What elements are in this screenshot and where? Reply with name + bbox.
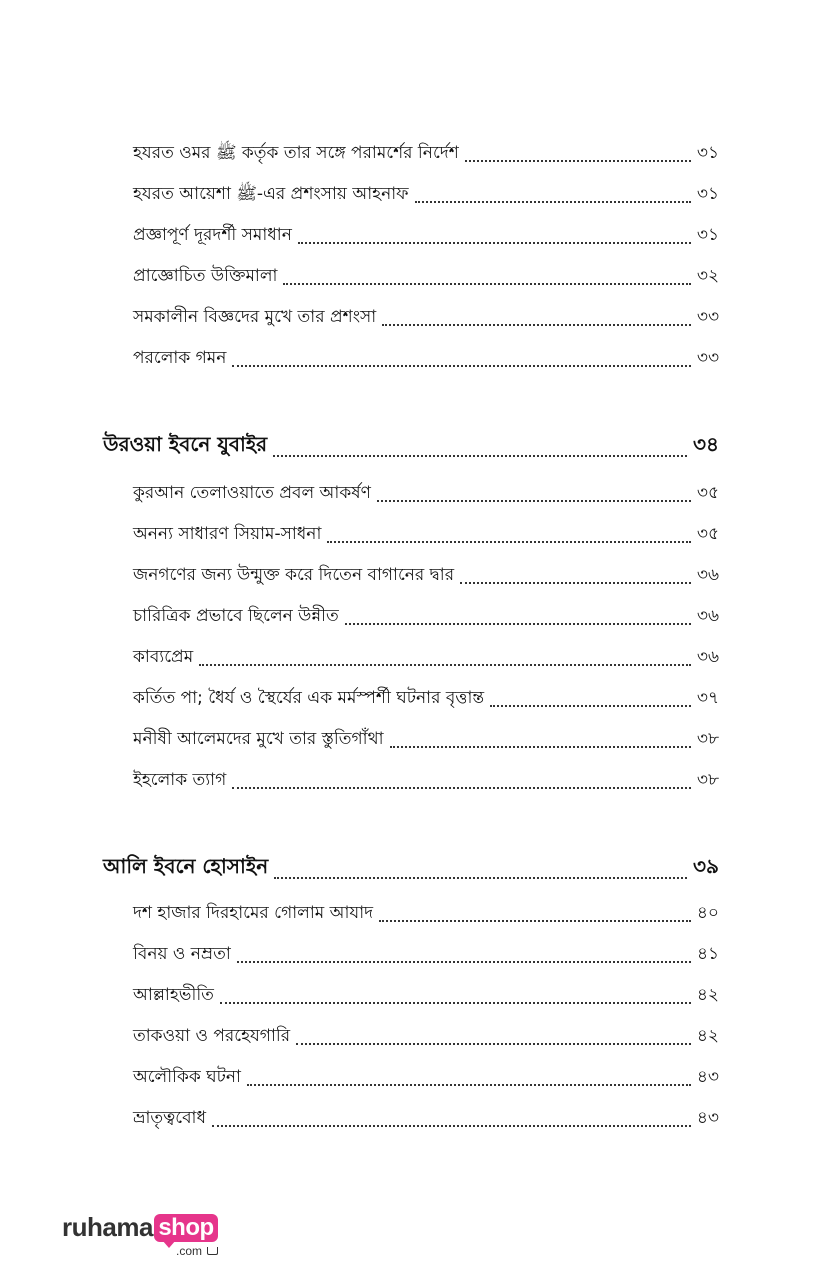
toc-entry-title: ভ্রাতৃত্ববোধ	[133, 1108, 207, 1128]
dot-leader	[465, 160, 691, 162]
toc-entry[interactable]	[133, 222, 719, 250]
dot-leader	[377, 500, 691, 502]
dot-leader	[460, 582, 691, 584]
toc-entry-title: প্রাজ্ঞোচিত উক্তিমালা	[133, 266, 278, 286]
toc-entry-page: ৩২	[696, 266, 719, 286]
toc-entry-page: ৪২	[696, 1026, 719, 1046]
dot-leader	[298, 242, 691, 244]
logo-domain-suffix: .com	[176, 1244, 203, 1258]
toc-entry[interactable]	[133, 900, 719, 928]
toc-entry-title: হযরত আয়েশা ﷺ-এর প্রশংসায় আহনাফ	[133, 184, 409, 204]
toc-entry[interactable]	[133, 726, 719, 754]
toc-entry[interactable]	[133, 1105, 719, 1133]
dot-leader	[220, 1002, 691, 1004]
toc-entry-page: ৩৬	[696, 647, 719, 667]
toc-entry[interactable]	[133, 603, 719, 631]
toc-entry-page: ৩১	[696, 143, 719, 163]
dot-leader	[345, 623, 691, 625]
toc-entry-title: কুরআন তেলাওয়াতে প্রবল আকর্ষণ	[133, 483, 371, 503]
toc-entry[interactable]	[133, 941, 719, 969]
toc-entry-page: ৩৩	[696, 348, 719, 368]
toc-chapter[interactable]	[103, 432, 719, 463]
toc-entry-page: ৪৩	[696, 1067, 719, 1087]
toc-entry-title: জনগণের জন্য উন্মুক্ত করে দিতেন বাগানের দ্বার	[133, 565, 455, 585]
toc-entry[interactable]	[133, 1064, 719, 1092]
toc-entry-page: ৩৫	[696, 483, 719, 503]
toc-entry-title: তাকওয়া ও পরহেযগারি	[133, 1026, 291, 1046]
dot-leader	[327, 541, 691, 543]
toc-entry-page: ৩৮	[696, 729, 719, 749]
toc-entry[interactable]	[133, 521, 719, 549]
toc-entry-title: সমকালীন বিজ্ঞদের মুখে তার প্রশংসা	[133, 307, 377, 327]
toc-chapter-title: উরওয়া ইবনে যুবাইর	[103, 432, 268, 456]
toc-entry-page: ৩৫	[696, 524, 719, 544]
toc-entry-title: চারিত্রিক প্রভাবে ছিলেন উন্নীত	[133, 606, 339, 626]
dot-leader	[283, 283, 690, 285]
toc-entry-title: কাব্যপ্রেম	[133, 647, 194, 667]
toc-entry-title: প্রজ্ঞাপূর্ণ দূরদর্শী সমাধান	[133, 225, 292, 245]
toc-entry-title: আল্লাহভীতি	[133, 985, 214, 1005]
logo-wordmark: ruhama	[62, 1212, 153, 1242]
cart-icon	[207, 1247, 218, 1255]
toc-entry-page: ৩৬	[696, 565, 719, 585]
dot-leader	[212, 1125, 691, 1127]
toc-entry[interactable]	[133, 140, 719, 168]
toc-entry[interactable]	[133, 767, 719, 795]
toc-entry-page: ৩৩	[696, 307, 719, 327]
toc-entry-title: বিনয় ও নম্রতা	[133, 944, 231, 964]
dot-leader	[199, 664, 691, 666]
toc-entry-title: অলৌকিক ঘটনা	[133, 1067, 241, 1087]
toc-entry-page: ৪২	[696, 985, 719, 1005]
toc-entry-page: ৩৬	[696, 606, 719, 626]
speech-bubble-tail	[162, 1240, 176, 1248]
toc-entry[interactable]	[133, 480, 719, 508]
toc-entry-title: ইহলোক ত্যাগ	[133, 770, 227, 790]
toc-entry-title: কর্তিত পা; ধৈর্য ও স্থৈর্যের এক মর্মস্পর্শী ঘটনার বৃত্তান্ত	[133, 688, 485, 708]
toc-entry[interactable]	[133, 263, 719, 291]
toc-entry-title: অনন্য সাধারণ সিয়াম-সাধনা	[133, 524, 322, 544]
toc-chapter[interactable]	[103, 854, 719, 885]
dot-leader	[237, 961, 691, 963]
dot-leader	[232, 365, 691, 367]
dot-leader	[274, 877, 687, 879]
toc-entry-page: ৩৭	[696, 688, 719, 708]
toc-entry-page: ৪০	[696, 903, 719, 923]
ruhamashop-logo	[62, 1212, 222, 1262]
dot-leader	[379, 920, 691, 922]
toc-chapter-page: ৩৯	[693, 854, 719, 878]
toc-entry[interactable]	[133, 181, 719, 209]
logo-shop-text: shop	[158, 1214, 214, 1241]
toc-entry-title: মনীষী আলেমদের মুখে তার স্তুতিগাঁথা	[133, 729, 384, 749]
dot-leader	[232, 787, 691, 789]
dot-leader	[390, 746, 691, 748]
toc-entry-page: ৪৩	[696, 1108, 719, 1128]
toc-entry-page: ৪১	[696, 944, 719, 964]
toc-entry[interactable]	[133, 644, 719, 672]
toc-entry-title: হযরত ওমর ﷺ কর্তৃক তার সঙ্গে পরামর্শের নির্দেশ	[133, 143, 459, 163]
dot-leader	[296, 1043, 691, 1045]
dot-leader	[490, 705, 691, 707]
dot-leader	[382, 324, 691, 326]
dot-leader	[415, 201, 691, 203]
toc-entry-page: ৩১	[696, 184, 719, 204]
dot-leader	[247, 1084, 691, 1086]
toc-entry-title: পরলোক গমন	[133, 348, 227, 368]
toc-entry-page: ৩১	[696, 225, 719, 245]
toc-entry-page: ৩৮	[696, 770, 719, 790]
logo-shop-badge	[154, 1214, 218, 1242]
toc-entry[interactable]	[133, 685, 719, 713]
toc-entry[interactable]	[133, 304, 719, 332]
toc-entry[interactable]	[133, 982, 719, 1010]
toc-entry-title: দশ হাজার দিরহামের গোলাম আযাদ	[133, 903, 374, 923]
toc-entry[interactable]	[133, 1023, 719, 1051]
toc-entry[interactable]	[133, 562, 719, 590]
dot-leader	[273, 455, 687, 457]
toc-entry[interactable]	[133, 345, 719, 373]
toc-chapter-title: আলি ইবনে হোসাইন	[103, 854, 269, 878]
toc-chapter-page: ৩৪	[693, 432, 719, 456]
